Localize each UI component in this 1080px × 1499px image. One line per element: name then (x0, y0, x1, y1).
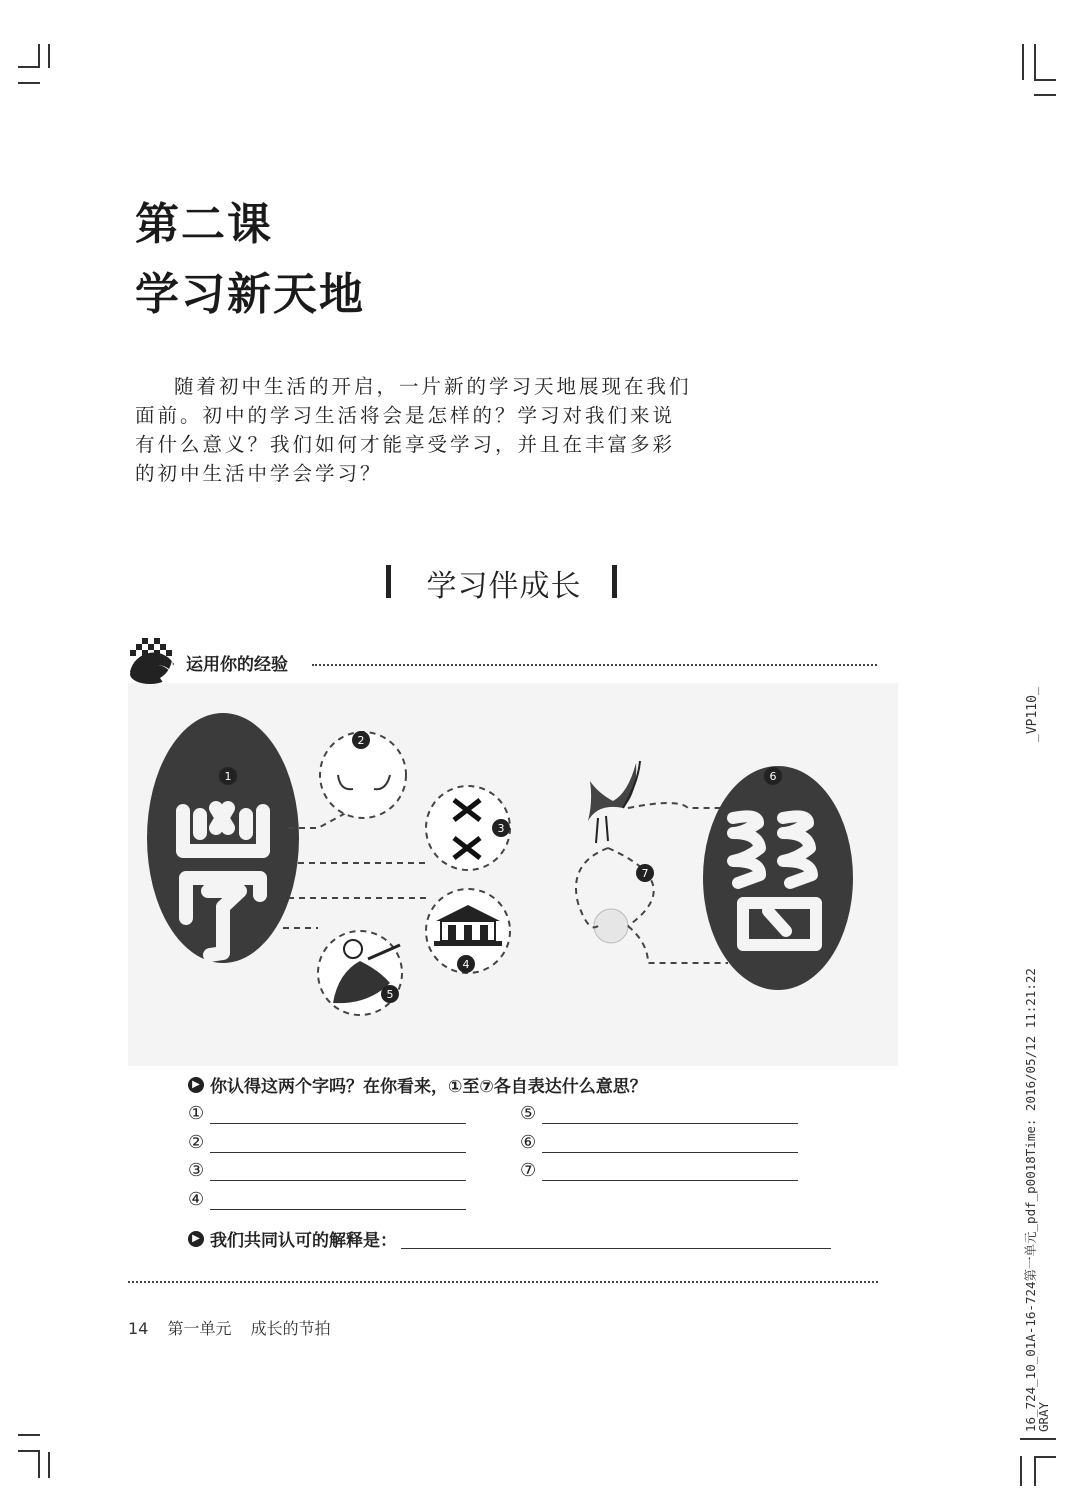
question-2 (188, 1226, 831, 1251)
character-illustration (128, 683, 898, 1066)
crop-mark (18, 1450, 40, 1452)
answer-row-7[interactable] (520, 1155, 798, 1181)
label-2: 2 (357, 734, 365, 747)
sun-icon (594, 909, 628, 943)
answer-blank[interactable] (542, 1132, 798, 1153)
label-3: 3 (497, 822, 505, 835)
answer-blank[interactable] (210, 1132, 466, 1153)
vp-label: _VP110_ (1025, 687, 1040, 742)
intro-text: 随着初中生活的开启，一片新的学习天地展现在我们面前。初中的学习生活将会是怎样的？学习对我们来说有什么意义？我们如何才能享受学习，并且在丰富多彩的初中生活中学会学习？ (135, 375, 692, 485)
answer-number: ④ (188, 1189, 205, 1210)
answer-blank[interactable] (210, 1189, 466, 1210)
arrow-right-icon: ▶ (188, 1231, 204, 1247)
answer-blank[interactable] (210, 1160, 466, 1181)
crop-mark (1034, 44, 1036, 80)
crop-mark (1020, 1456, 1022, 1486)
unit-label: 第一单元 (167, 1319, 232, 1338)
label-5: 5 (386, 988, 394, 1001)
intro-paragraph (135, 372, 695, 488)
answer-number: ⑦ (520, 1160, 537, 1181)
answer-blank[interactable] (542, 1160, 798, 1181)
crop-mark (1022, 44, 1024, 80)
unit-title: 成长的节拍 (250, 1319, 331, 1338)
answer-number: ③ (188, 1160, 205, 1181)
label-4: 4 (462, 958, 470, 971)
question-1 (188, 1072, 647, 1097)
activity-dotted-rule (312, 664, 877, 666)
page-footer (128, 1316, 345, 1339)
answer-row-1[interactable] (188, 1098, 466, 1124)
bird-icon (588, 761, 640, 843)
answer-row-2[interactable] (188, 1127, 466, 1153)
answer-row-3[interactable] (188, 1155, 466, 1181)
bottom-dotted-rule (128, 1281, 878, 1283)
answer-row-6[interactable] (520, 1127, 798, 1153)
crop-mark (38, 44, 40, 68)
question-2-text: 我们共同认可的解释是： (210, 1231, 397, 1251)
crop-mark (1034, 94, 1056, 96)
crop-mark (1020, 1438, 1056, 1440)
answer-blank[interactable] (542, 1103, 798, 1124)
shared-answer-blank[interactable] (401, 1228, 831, 1249)
answer-row-4[interactable] (188, 1184, 466, 1210)
answer-number: ⑥ (520, 1132, 537, 1153)
activity-badge-icon (126, 636, 182, 686)
section-bar-left (386, 565, 391, 598)
activity-title: 运用你的经验 (186, 655, 288, 675)
lesson-title: 学习新天地 (135, 269, 365, 320)
label-6: 6 (769, 770, 777, 783)
section-bar-right (612, 565, 617, 598)
gray-label: GRAY (1036, 1401, 1051, 1432)
crop-mark (1034, 1456, 1056, 1458)
lesson-number-title: 第二课 (135, 199, 273, 250)
crop-mark (48, 1452, 50, 1478)
crop-mark (38, 1452, 40, 1478)
print-info: 16_724_10_01A-16-724第一单元_pdf_p0018Time: 2016/05/12 11:21:22 (1023, 968, 1038, 1432)
label-7: 7 (641, 867, 649, 880)
arrow-right-icon: ▶ (188, 1077, 204, 1093)
crop-mark (18, 1434, 40, 1436)
crop-mark (48, 44, 50, 68)
answer-number: ① (188, 1103, 205, 1124)
crop-mark (1034, 1456, 1036, 1486)
crop-mark (1034, 79, 1056, 81)
answer-blank[interactable] (210, 1103, 466, 1124)
page-number: 14 (128, 1319, 149, 1338)
answer-number: ⑤ (520, 1103, 537, 1124)
answer-row-5[interactable] (520, 1098, 798, 1124)
crop-mark (18, 66, 40, 68)
crop-mark (18, 82, 40, 84)
right-seal (703, 766, 853, 990)
question-1-text: 你认得这两个字吗？在你看来，①至⑦各自表达什么意思？ (210, 1077, 647, 1097)
answer-number: ② (188, 1132, 205, 1153)
section-title: 学习伴成长 (426, 569, 582, 604)
label-1: 1 (224, 770, 232, 783)
